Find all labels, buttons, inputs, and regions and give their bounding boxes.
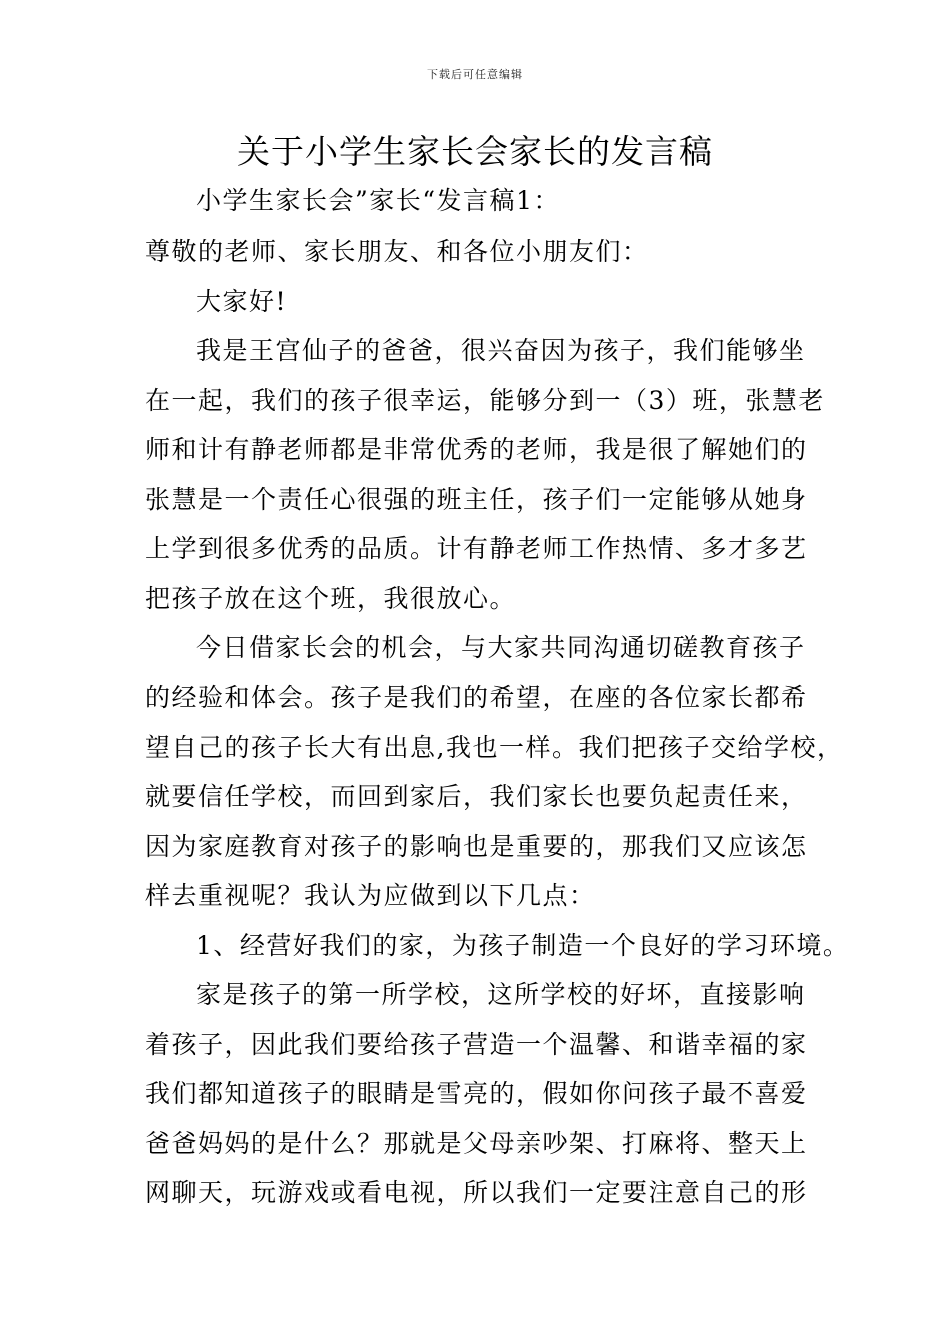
text-line: 大家好! [196,287,288,316]
text-line: 因为家庭教育对孩子的影响也是重要的，那我们又应该怎 [145,832,808,861]
header-note: 下载后可任意编辑 [427,68,523,81]
text-line: 爸爸妈妈的是什么？那就是父母亲吵架、打麻将、整天上 [145,1129,808,1158]
text-line: 把孩子放在这个班，我很放心。 [145,584,517,613]
text-line: 就要信任学校，而回到家后，我们家长也要负起责任来， [145,782,808,811]
text-line: 的经验和体会。孩子是我们的希望，在座的各位家长都希 [145,683,808,712]
text-line: 尊敬的老师、家长朋友、和各位小朋友们： [145,237,649,266]
text-line: 在一起，我们的孩子很幸运，能够分到一（3）班，张慧老 [145,386,825,415]
text-line: 网聊天，玩游戏或看电视，所以我们一定要注意自己的形 [145,1178,808,1207]
text-line: 张慧是一个责任心很强的班主任，孩子们一定能够从她身 [145,485,808,514]
text-line: 样去重视呢？我认为应做到以下几点： [145,881,596,910]
text-line: 我是王宫仙子的爸爸，很兴奋因为孩子，我们能够坐 [196,336,806,365]
text-line: 1、经营好我们的家，为孩子制造一个良好的学习环境。 [196,931,850,960]
text-line: 上学到很多优秀的品质。计有静老师工作热情、多才多艺 [145,534,808,563]
text-line: 小学生家长会”家长“发言稿1： [196,186,560,215]
text-line: 我们都知道孩子的眼睛是雪亮的，假如你问孩子最不喜爱 [145,1079,808,1108]
text-line: 今日借家长会的机会，与大家共同沟通切磋教育孩子 [196,633,806,662]
text-line: 着孩子，因此我们要给孩子营造一个温馨、和谐幸福的家 [145,1030,808,1059]
document-title: 关于小学生家长会家长的发言稿 [237,132,713,171]
text-line: 家是孩子的第一所学校，这所学校的好坏，直接影响 [196,980,806,1009]
text-line: 望自己的孩子长大有出息,我也一样。我们把孩子交给学校， [145,733,844,762]
text-line: 师和计有静老师都是非常优秀的老师，我是很了解她们的 [145,435,808,464]
